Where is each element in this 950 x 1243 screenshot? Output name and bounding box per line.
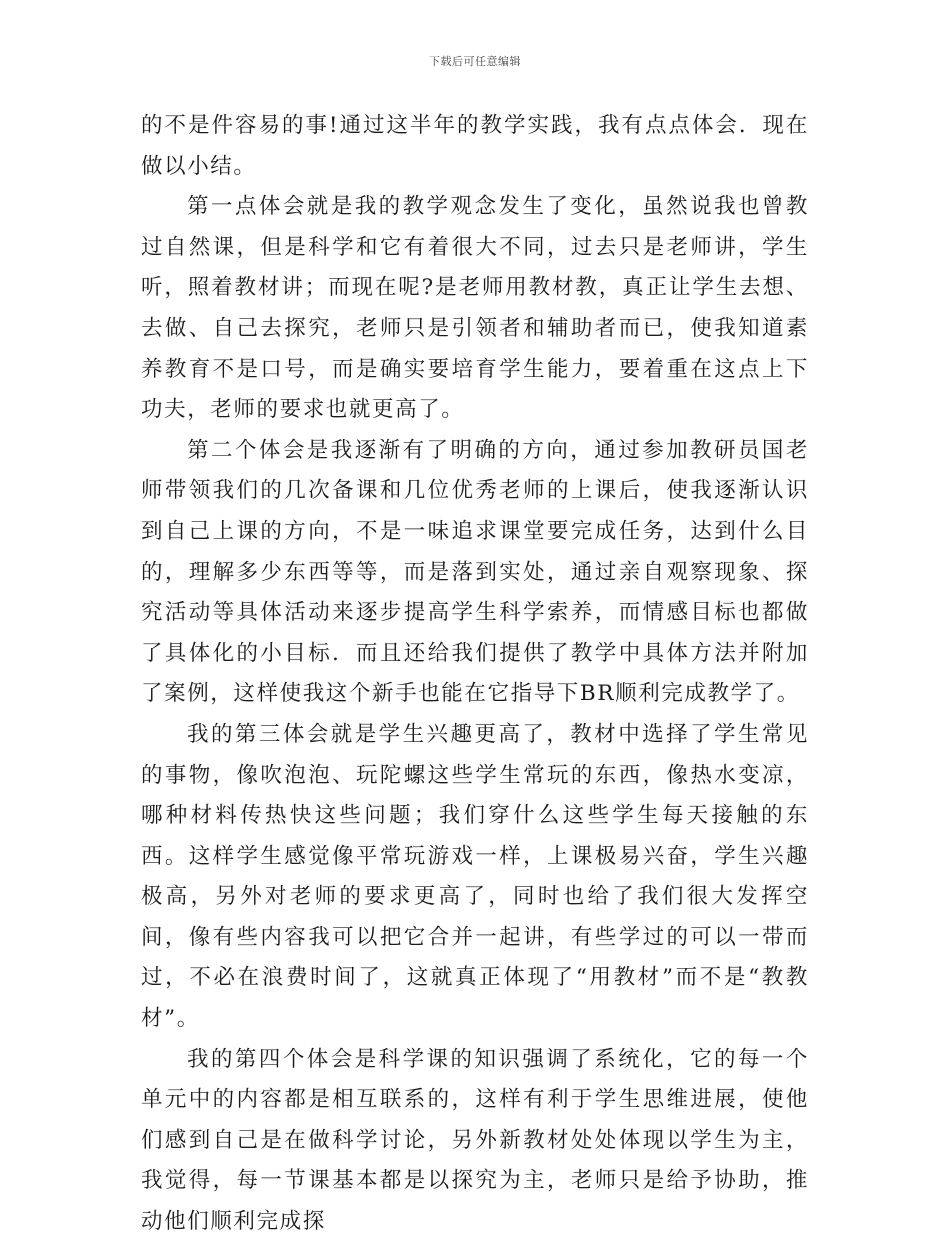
paragraph-1: 的不是件容易的事!通过这半年的教学实践，我有点点体会．现在做以小结。 xyxy=(141,113,809,179)
document-body xyxy=(141,106,809,1243)
paragraph-2: 第一点体会就是我的教学观念发生了变化，虽然说我也曾教过自然课，但是科学和它有着很大不同，过去只是老师讲，学生听，照着教材讲；而现在呢?是老师用教材教，真正让学生去想、去做、自己去探究，老师只是引领者和辅助者而已，使我知道素养教育不是口号，而是确实要培育学生能力，要着重在这点上下功夫，老师的要求也就更高了。 xyxy=(141,194,809,423)
paragraph-4: 我的第三体会就是学生兴趣更高了，教材中选择了学生常见的事物，像吹泡泡、玩陀螺这些学生常玩的东西，像热水变凉，哪种材料传热快这些问题；我们穿什么这些学生每天接触的东西。这样学生感觉像平常玩游戏一样，上课极易兴奋，学生兴趣极高，另外对老师的要求更高了，同时也给了我们很大发挥空间，像有些内容我可以把它合并一起讲，有些学过的可以一带而过，不必在浪费时间了，这就真正体现了“用教材”而不是“教教材”。 xyxy=(141,721,809,1032)
paragraph-5: 我的第四个体会是科学课的知识强调了系统化，它的每一个单元中的内容都是相互联系的，这样有利于学生思维进展，使他们感到自己是在做科学讨论，另外新教材处处体现以学生为主，我觉得，每一节课基本都是以探究为主，老师只是给予协助，推动他们顺利完成探 xyxy=(141,1046,809,1235)
paragraph-3: 第二个体会是我逐渐有了明确的方向，通过参加教研员国老师带领我们的几次备课和几位优秀老师的上课后，使我逐渐认识到自己上课的方向，不是一味追求课堂要完成任务，达到什么目的，理解多少东西等等，而是落到实处，通过亲自观察现象、探究活动等具体活动来逐步提高学生科学索养，而情感目标也都做了具体化的小目标．而且还给我们提供了教学中具体方法并附加了案例，这样使我这个新手也能在它指导下BR顺利完成教学了。 xyxy=(141,437,809,707)
page-header: 下载后可任意编辑 xyxy=(429,55,521,68)
